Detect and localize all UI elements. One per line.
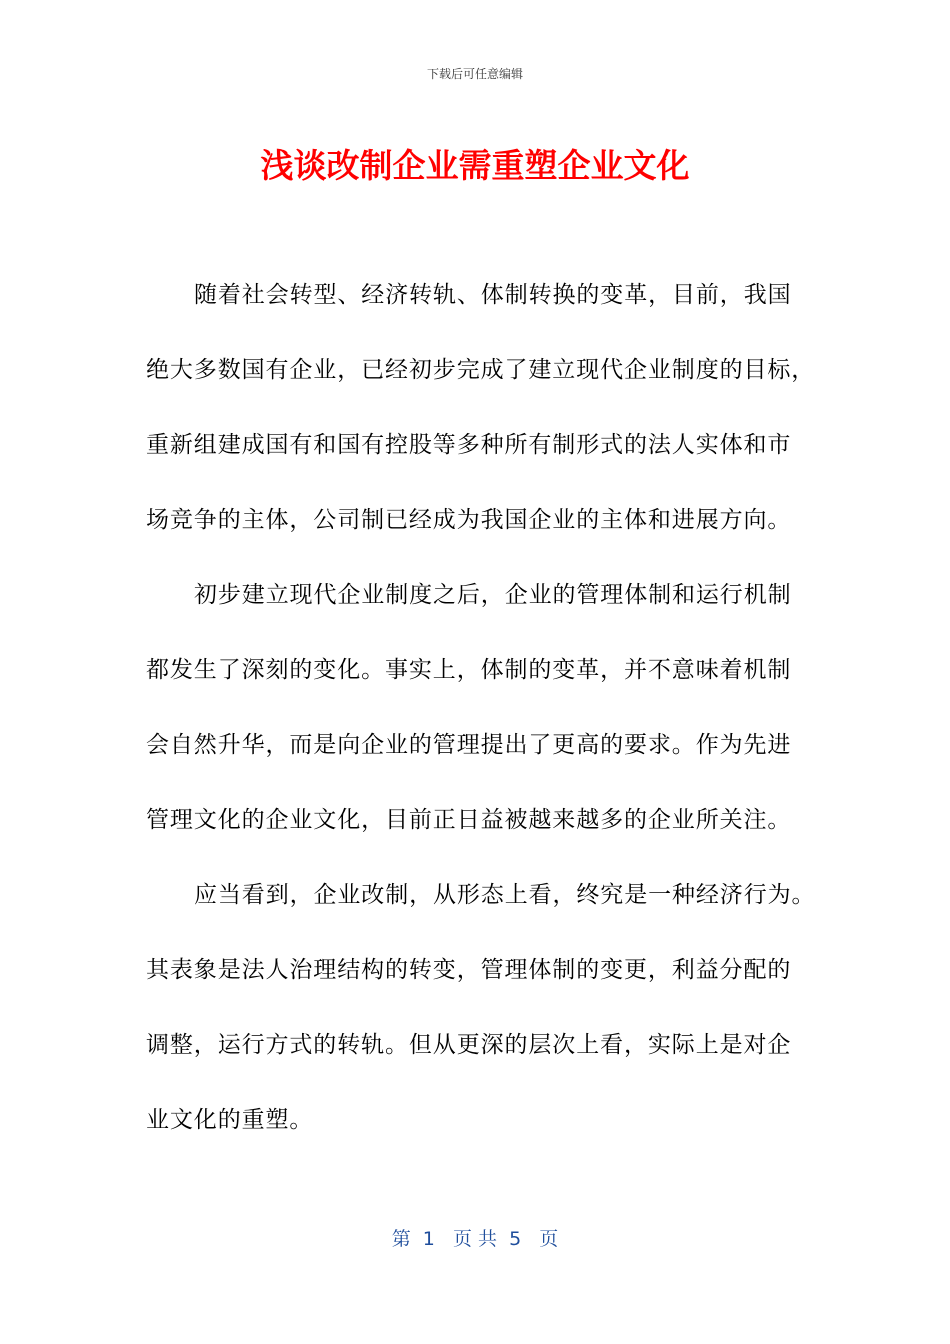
paragraph-line: 调整，运行方式的转轨。但从更深的层次上看，实际上是对企 bbox=[146, 1032, 792, 1058]
page-number-footer: 第 1 页 共 5 页 bbox=[391, 1228, 559, 1250]
paragraph-line: 重新组建成国有和国有控股等多种所有制形式的法人实体和市 bbox=[146, 432, 792, 458]
paragraph-line: 都发生了深刻的变化。事实上，体制的变革，并不意味着机制 bbox=[146, 657, 792, 683]
paragraph-2 bbox=[146, 558, 806, 858]
paragraph-line: 业文化的重塑。 bbox=[146, 1107, 314, 1133]
paragraph-3 bbox=[146, 858, 816, 1158]
paragraph-line: 其表象是法人治理结构的转变，管理体制的变更，利益分配的 bbox=[146, 957, 792, 983]
paragraph-line: 绝大多数国有企业，已经初步完成了建立现代企业制度的目标， bbox=[146, 357, 816, 383]
paragraph-1 bbox=[146, 258, 816, 558]
paragraph-line: 场竞争的主体，公司制已经成为我国企业的主体和进展方向。 bbox=[146, 507, 792, 533]
document-body bbox=[146, 258, 816, 1158]
document-title: 浅谈改制企业需重塑企业文化 bbox=[260, 146, 690, 185]
paragraph-line: 管理文化的企业文化，目前正日益被越来越多的企业所关注。 bbox=[146, 807, 792, 833]
paragraph-line: 初步建立现代企业制度之后，企业的管理体制和运行机制 bbox=[194, 582, 792, 608]
paragraph-line: 随着社会转型、经济转轨、体制转换的变革，目前，我国 bbox=[194, 282, 792, 308]
paragraph-line: 应当看到，企业改制，从形态上看，终究是一种经济行为。 bbox=[194, 882, 816, 908]
paragraph-line: 会自然升华，而是向企业的管理提出了更高的要求。作为先进 bbox=[146, 732, 792, 758]
page-header-note: 下载后可任意编辑 bbox=[426, 67, 523, 81]
